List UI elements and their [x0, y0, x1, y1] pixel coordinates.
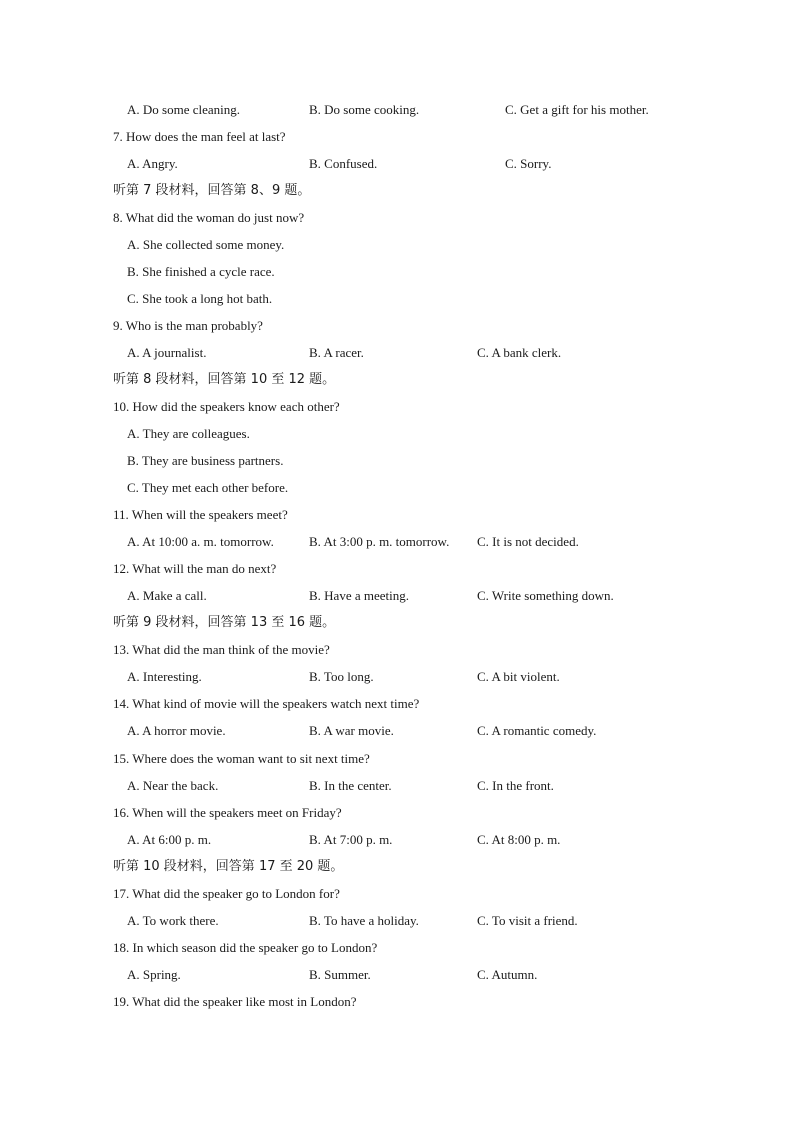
- q17-option-b: B. To have a holiday.: [309, 913, 419, 928]
- q7-option-b: B. Confused.: [309, 156, 378, 171]
- q14-option-c: C. A romantic comedy.: [477, 723, 597, 738]
- q6-options: [127, 101, 747, 119]
- q7-options: [127, 155, 747, 173]
- q12-options: [127, 587, 747, 605]
- q16-question: 16. When will the speakers meet on Friday?: [113, 805, 342, 820]
- q12-option-c: C. Write something down.: [477, 588, 614, 603]
- q14-option-a: A. A horror movie.: [127, 723, 226, 738]
- q12-question: 12. What will the man do next?: [113, 561, 277, 576]
- q6-option-a: A. Do some cleaning.: [127, 102, 241, 117]
- q11-option-c: C. It is not decided.: [477, 534, 579, 549]
- q9-question: 9. Who is the man probably?: [113, 318, 263, 333]
- q10-option-a: A. They are colleagues.: [127, 426, 250, 441]
- q7-option-c: C. Sorry.: [505, 156, 552, 171]
- q13-option-a: A. Interesting.: [127, 669, 202, 684]
- q16-option-a: A. At 6:00 p. m.: [127, 832, 212, 847]
- q17-option-a: A. To work there.: [127, 913, 219, 928]
- q8-question: 8. What did the woman do just now?: [113, 210, 305, 225]
- q16-option-b: B. At 7:00 p. m.: [309, 832, 393, 847]
- section-10-heading: 听第 10 段材料，回答第 17 至 20 题。: [113, 859, 344, 874]
- q12-option-a: A. Make a call.: [127, 588, 207, 603]
- section-9-heading: 听第 9 段材料，回答第 13 至 16 题。: [113, 615, 336, 630]
- q16-options: [127, 831, 747, 849]
- q15-question: 15. Where does the woman want to sit next time?: [113, 751, 370, 766]
- q18-option-a: A. Spring.: [127, 967, 181, 982]
- q9-option-b: B. A racer.: [309, 345, 364, 360]
- q10-option-b: B. They are business partners.: [127, 453, 284, 468]
- q9-option-c: C. A bank clerk.: [477, 345, 562, 360]
- q7-question: 7. How does the man feel at last?: [113, 129, 286, 144]
- q13-options: [127, 668, 747, 686]
- q15-options: [127, 777, 747, 795]
- q13-option-b: B. Too long.: [309, 669, 374, 684]
- q10-option-c: C. They met each other before.: [127, 480, 289, 495]
- q14-option-b: B. A war movie.: [309, 723, 394, 738]
- q13-question: 13. What did the man think of the movie?: [113, 642, 330, 657]
- q8-option-c: C. She took a long hot bath.: [127, 291, 273, 306]
- q14-question: 14. What kind of movie will the speakers watch next time?: [113, 696, 420, 711]
- q12-option-b: B. Have a meeting.: [309, 588, 409, 603]
- q17-option-c: C. To visit a friend.: [477, 913, 578, 928]
- q9-options: [127, 344, 747, 362]
- q18-option-b: B. Summer.: [309, 967, 371, 982]
- q18-question: 18. In which season did the speaker go to London?: [113, 940, 378, 955]
- q13-option-c: C. A bit violent.: [477, 669, 560, 684]
- q11-question: 11. When will the speakers meet?: [113, 507, 288, 522]
- q8-option-a: A. She collected some money.: [127, 237, 285, 252]
- q6-option-c: C. Get a gift for his mother.: [505, 102, 649, 117]
- q11-option-a: A. At 10:00 a. m. tomorrow.: [127, 534, 274, 549]
- q6-option-b: B. Do some cooking.: [309, 102, 420, 117]
- q18-option-c: C. Autumn.: [477, 967, 538, 982]
- q15-option-c: C. In the front.: [477, 778, 554, 793]
- q8-option-b: B. She finished a cycle race.: [127, 264, 275, 279]
- q15-option-b: B. In the center.: [309, 778, 392, 793]
- q11-option-b: B. At 3:00 p. m. tomorrow.: [309, 534, 450, 549]
- q15-option-a: A. Near the back.: [127, 778, 219, 793]
- q17-options: [127, 912, 747, 930]
- q18-options: [127, 966, 747, 984]
- q10-question: 10. How did the speakers know each other?: [113, 399, 340, 414]
- q7-option-a: A. Angry.: [127, 156, 178, 171]
- section-8-heading: 听第 8 段材料，回答第 10 至 12 题。: [113, 372, 336, 387]
- q19-question: 19. What did the speaker like most in London?: [113, 994, 357, 1009]
- q11-options: [127, 533, 747, 551]
- q9-option-a: A. A journalist.: [127, 345, 207, 360]
- q17-question: 17. What did the speaker go to London for?: [113, 886, 340, 901]
- section-7-heading: 听第 7 段材料，回答第 8、9 题。: [113, 183, 311, 198]
- q16-option-c: C. At 8:00 p. m.: [477, 832, 561, 847]
- q14-options: [127, 722, 747, 740]
